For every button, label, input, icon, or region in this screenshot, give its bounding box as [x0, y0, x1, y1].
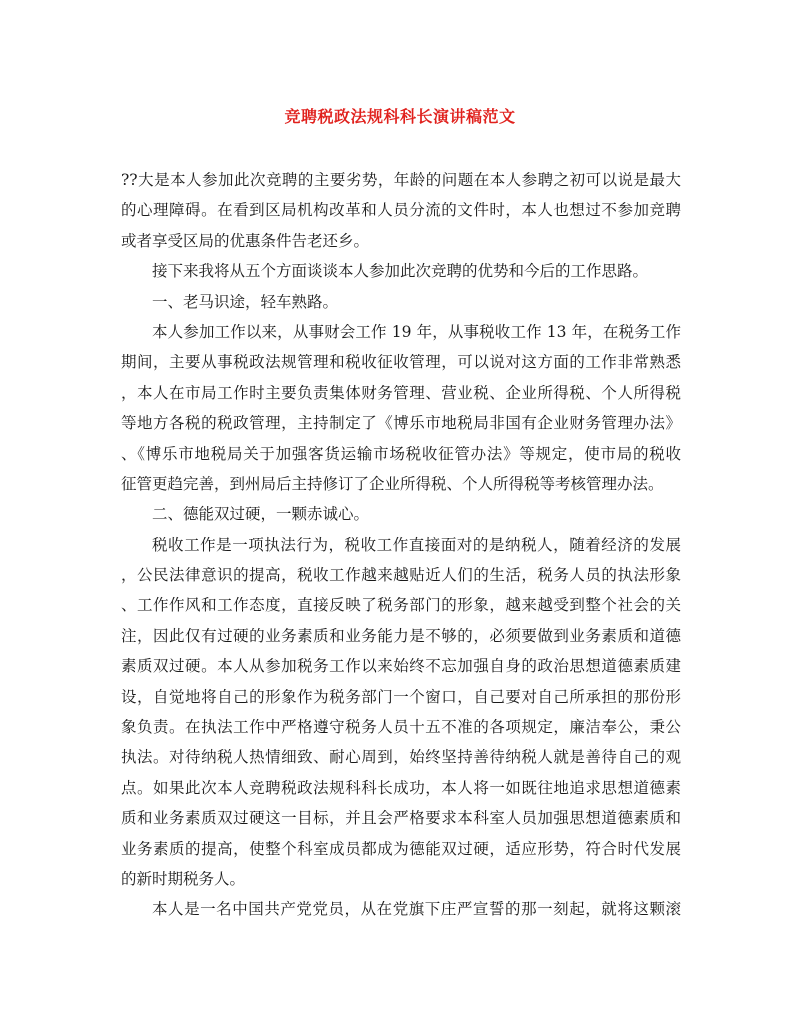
text-line: 、工作作风和工作态度，直接反映了税务部门的形象，越来越受到整个社会的关	[121, 596, 681, 615]
document-title: 竞聘税政法规科科长演讲稿范文	[284, 107, 516, 126]
text-line: 本人是一名中国共产党党员，从在党旗下庄严宣誓的那一刻起，就将这颗滚	[152, 900, 681, 919]
text-line: 征管更趋完善，到州局后主持修订了企业所得税、个人所得税等考核管理办法。	[121, 474, 664, 493]
text-line: 设，自觉地将自己的形象作为税务部门一个窗口，自己要对自己所承担的那份形	[121, 687, 681, 706]
text-line: 税收工作是一项执法行为，税收工作直接面对的是纳税人，随着经济的发展	[152, 535, 681, 554]
text-line: 的新时期税务人。	[121, 869, 246, 888]
text-line: 期间，主要从事税政法规管理和税收征收管理，可以说对这方面的工作非常熟悉	[121, 353, 681, 372]
text-line: 或者享受区局的优惠条件告老还乡。	[121, 231, 370, 250]
text-line: 点。如果此次本人竞聘税政法规科科长成功，本人将一如既往地追求思想道德素	[121, 778, 681, 797]
text-line: ??大是本人参加此次竞聘的主要劣势，年龄的问题在本人参聘之初可以说是最大	[121, 171, 681, 189]
text-line: 二、德能双过硬，一颗赤诚心。	[152, 505, 370, 524]
text-line: 一、老马识途，轻车熟路。	[152, 292, 339, 311]
text-line: 注，因此仅有过硬的业务素质和业务能力是不够的，必须要做到业务素质和道德	[121, 626, 681, 645]
text-line: 、《博乐市地税局关于加强客货运输市场税收征管办法》等规定，使市局的税收	[121, 444, 681, 463]
text-line: 素质双过硬。本人从参加税务工作以来始终不忘加强自身的政治思想道德素质建	[121, 657, 681, 676]
text-line: 业务素质的提高，使整个科室成员都成为德能双过硬，适应形势，符合时代发展	[121, 839, 681, 858]
text-line: 象负责。在执法工作中严格遵守税务人员十五不准的各项规定，廉洁奉公，秉公	[121, 718, 681, 737]
text-line: 质和业务素质双过硬这一目标，并且会严格要求本科室人员加强思想道德素质和	[121, 809, 681, 828]
text-line: ，公民法律意识的提高，税收工作越来越贴近人们的生活，税务人员的执法形象	[121, 566, 681, 585]
text-line: ，本人在市局工作时主要负责集体财务管理、营业税、企业所得税、个人所得税	[121, 383, 681, 402]
document-body	[121, 165, 681, 925]
text-line: 本人参加工作以来，从事财会工作 19 年，从事税收工作 13 年，在税务工作	[152, 322, 681, 341]
text-line: 接下来我将从五个方面谈谈本人参加此次竞聘的优势和今后的工作思路。	[152, 262, 649, 281]
text-line: 执法。对待纳税人热情细致、耐心周到，始终坚持善待纳税人就是善待自己的观	[121, 748, 681, 767]
text-line: 的心理障碍。在看到区局机构改革和人员分流的文件时，本人也想过不参加竞聘	[121, 201, 681, 220]
text-line: 等地方各税的税政管理，主持制定了《博乐市地税局非国有企业财务管理办法》	[121, 414, 681, 433]
